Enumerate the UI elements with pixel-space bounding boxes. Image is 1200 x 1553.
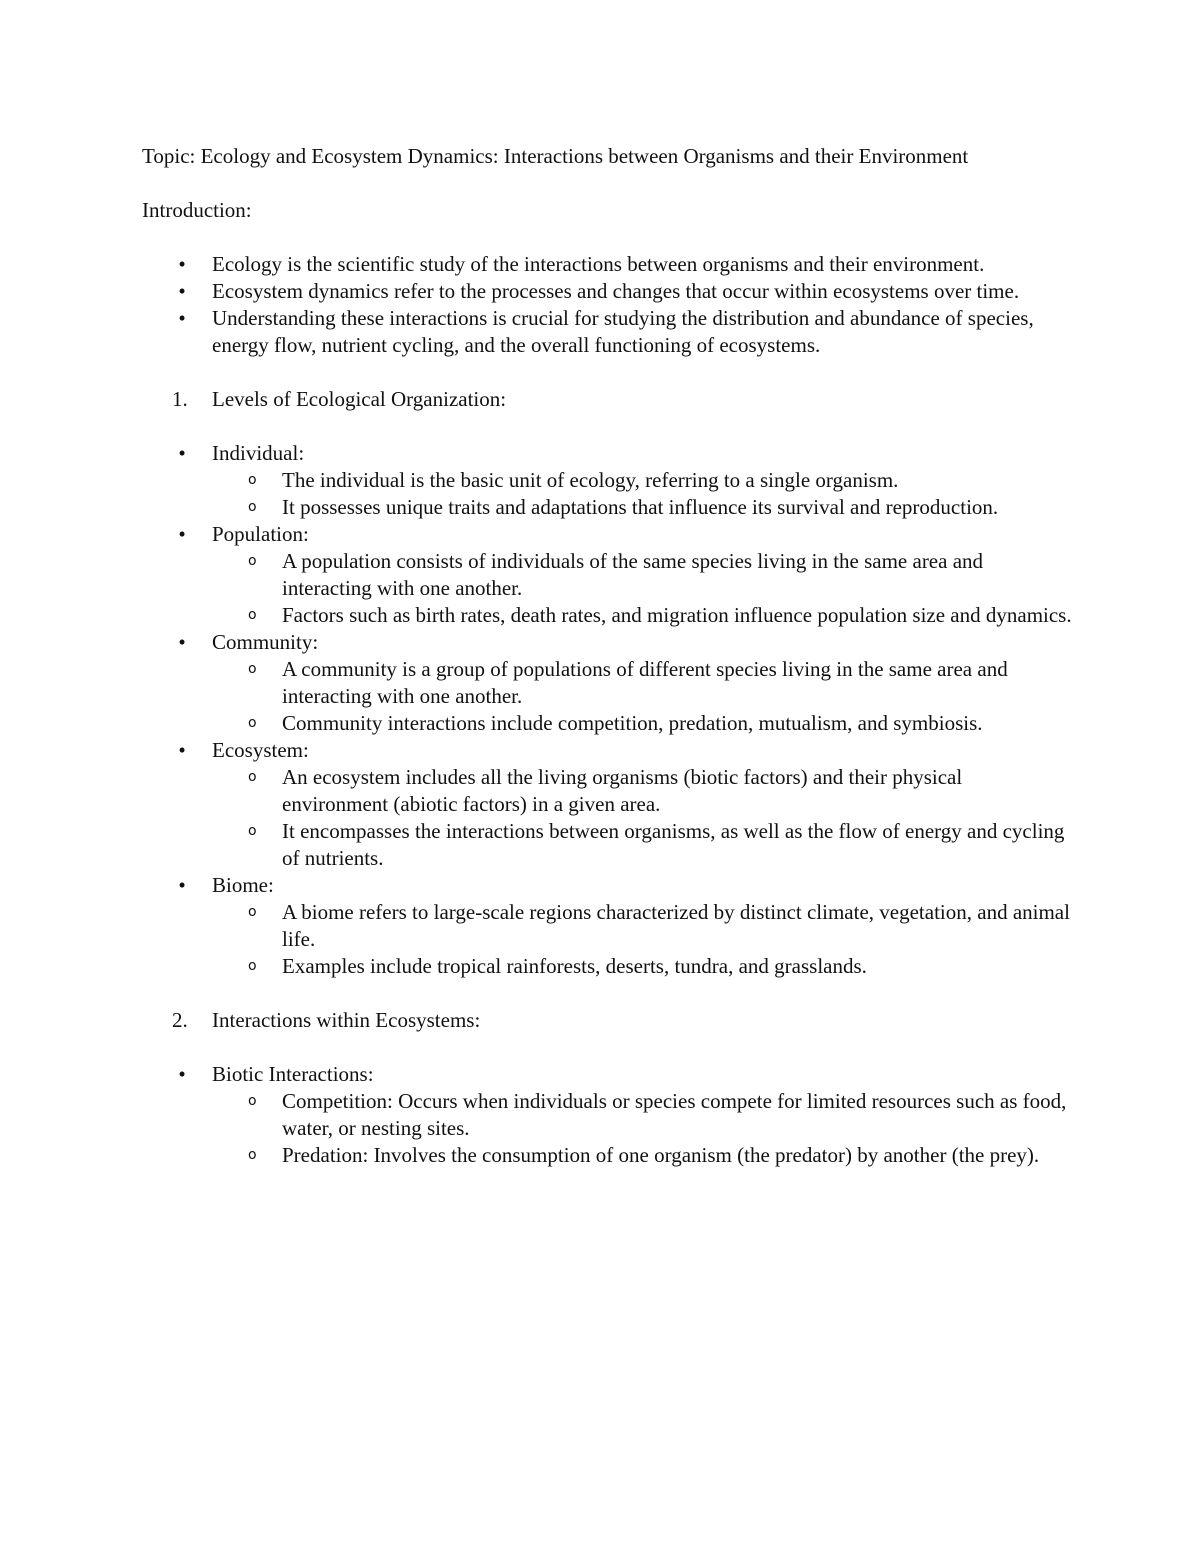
level-item-biome [142, 872, 1072, 899]
spacer [142, 1034, 1072, 1061]
level-item-population [142, 521, 1072, 548]
bullet-icon: • [178, 522, 186, 546]
section-1-bullet-list [142, 440, 1072, 980]
spacer [142, 224, 1072, 251]
sub-bullet-list [213, 899, 1072, 980]
section-number: 2. [172, 1008, 188, 1032]
bullet-icon: • [178, 1062, 186, 1086]
intro-bullet [142, 305, 1072, 359]
bullet-icon: • [178, 252, 186, 276]
sub-bullet-text: A biome refers to large-scale regions characterized by distinct climate, vegetation, and animal life. [282, 900, 1070, 951]
sub-bullet-text: Competition: Occurs when individuals or species compete for limited resources such as food, water, or nesting sites. [282, 1089, 1067, 1140]
sub-bullet-list [213, 1088, 1072, 1169]
sub-bullet [212, 764, 1072, 818]
sub-bullet [212, 1088, 1072, 1142]
level-item-ecosystem [142, 737, 1072, 764]
sub-list-wrap [142, 656, 1072, 737]
interaction-label: Biotic Interactions: [212, 1062, 374, 1086]
section-title: Levels of Ecological Organization: [212, 387, 507, 411]
bullet-icon: • [178, 441, 186, 465]
bullet-icon: • [178, 306, 186, 330]
interaction-item-biotic [142, 1061, 1072, 1088]
spacer [142, 170, 1072, 197]
sub-bullet-icon: o [248, 715, 257, 731]
intro-heading: Introduction: [142, 198, 252, 222]
sub-bullet-icon: o [248, 1093, 257, 1109]
section-1-heading [142, 386, 1072, 413]
sub-bullet-text: A community is a group of populations of different species living in the same area and interacting with one another. [282, 657, 1008, 708]
section-title: Interactions within Ecosystems: [212, 1008, 481, 1032]
sub-bullet-text: An ecosystem includes all the living organisms (biotic factors) and their physical environment (abiotic factors) in a given area. [282, 765, 963, 816]
sub-bullet-text: Predation: Involves the consumption of one organism (the predator) by another (the prey). [282, 1143, 1040, 1167]
bullet-text: Ecosystem dynamics refer to the processes and changes that occur within ecosystems over time. [212, 279, 1020, 303]
sub-bullet-icon: o [248, 553, 257, 569]
section-2-bullet-list [142, 1061, 1072, 1169]
sub-bullet-text: It encompasses the interactions between organisms, as well as the flow of energy and cycling of nutrients. [282, 819, 1065, 870]
sub-bullet [212, 899, 1072, 953]
sub-bullet [212, 467, 1072, 494]
sub-bullet [212, 1142, 1072, 1169]
sub-bullet-icon: o [248, 1147, 257, 1163]
sub-bullet [212, 602, 1072, 629]
sub-bullet [212, 953, 1072, 980]
sub-bullet-icon: o [248, 823, 257, 839]
sub-bullet-icon: o [248, 904, 257, 920]
spacer [142, 359, 1072, 386]
intro-bullet [142, 251, 1072, 278]
bullet-icon: • [178, 738, 186, 762]
sub-bullet [212, 494, 1072, 521]
level-item-community [142, 629, 1072, 656]
sub-bullet-icon: o [248, 499, 257, 515]
spacer [142, 980, 1072, 1007]
section-number: 1. [172, 387, 188, 411]
sub-bullet-icon: o [248, 769, 257, 785]
bullet-icon: • [178, 873, 186, 897]
spacer [142, 413, 1072, 440]
level-label: Individual: [212, 441, 305, 465]
section-1-heading-list [142, 386, 1072, 413]
sub-bullet-icon: o [248, 661, 257, 677]
sub-list-wrap [142, 764, 1072, 872]
sub-bullet-text: The individual is the basic unit of ecology, referring to a single organism. [282, 468, 899, 492]
bullet-text: Ecology is the scientific study of the interactions between organisms and their environment. [212, 252, 985, 276]
level-item-individual [142, 440, 1072, 467]
bullet-icon: • [178, 279, 186, 303]
sub-bullet [212, 818, 1072, 872]
sub-bullet [212, 710, 1072, 737]
sub-bullet [212, 656, 1072, 710]
level-label: Ecosystem: [212, 738, 309, 762]
bullet-icon: • [178, 630, 186, 654]
sub-bullet-icon: o [248, 958, 257, 974]
section-2-heading-list [142, 1007, 1072, 1034]
intro-bullet-list [142, 251, 1072, 359]
sub-bullet-text: Examples include tropical rainforests, deserts, tundra, and grasslands. [282, 954, 867, 978]
sub-list-wrap [142, 467, 1072, 521]
sub-bullet-text: Community interactions include competition, predation, mutualism, and symbiosis. [282, 711, 983, 735]
level-label: Biome: [212, 873, 274, 897]
document-page [142, 143, 1072, 1169]
document-topic: Topic: Ecology and Ecosystem Dynamics: Interactions between Organisms and their Environment [142, 144, 969, 168]
sub-bullet-list [213, 764, 1072, 872]
sub-list-wrap [142, 899, 1072, 980]
sub-bullet-text: It possesses unique traits and adaptations that influence its survival and reproduction. [282, 495, 999, 519]
intro-bullet [142, 278, 1072, 305]
sub-bullet-list [213, 467, 1072, 521]
sub-bullet-list [213, 548, 1072, 629]
sub-list-wrap [142, 1088, 1072, 1169]
sub-bullet-icon: o [248, 472, 257, 488]
level-label: Population: [212, 522, 309, 546]
bullet-text: Understanding these interactions is crucial for studying the distribution and abundance of species, energy flow, nutrient cycling, and the overall functioning of ecosystems. [212, 306, 1034, 357]
sub-list-wrap [142, 548, 1072, 629]
sub-bullet-icon: o [248, 607, 257, 623]
sub-bullet-text: Factors such as birth rates, death rates, and migration influence population size and dynamics. [282, 603, 1072, 627]
sub-bullet-list [213, 656, 1072, 737]
sub-bullet-text: A population consists of individuals of the same species living in the same area and interacting with one another. [282, 549, 984, 600]
level-label: Community: [212, 630, 319, 654]
section-2-heading [142, 1007, 1072, 1034]
sub-bullet [212, 548, 1072, 602]
